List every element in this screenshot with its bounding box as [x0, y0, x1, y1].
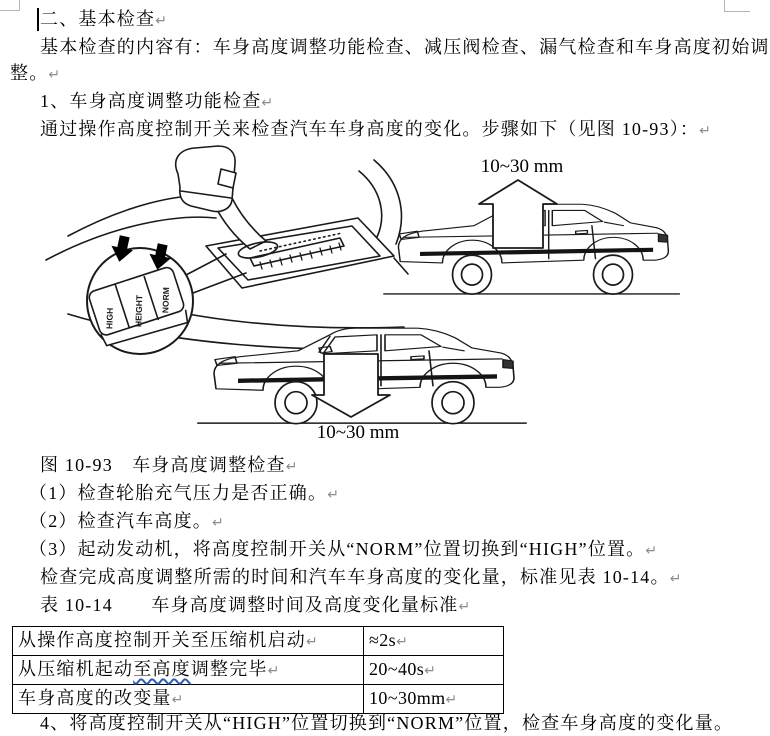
switch-label-norm: NORM [160, 286, 172, 314]
down-arrow [312, 354, 390, 417]
paragraph-text: 整。 [10, 63, 49, 83]
list-item-2[interactable] [10, 508, 740, 536]
paragraph-text: 基本检查的内容有：车身高度调整功能检查、减压阀检查、漏气检查和车身高度初始调 [40, 37, 770, 57]
list-item-text: （1）检查轮胎充气压力是否正确。 [29, 483, 328, 503]
paragraph-mark: ↵ [155, 13, 167, 29]
list-item-text: （2）检查汽车高度。 [29, 511, 212, 531]
heading-text: 二、基本检查 [40, 9, 156, 29]
table-cell-value[interactable] [364, 656, 504, 685]
figure-10-93[interactable] [10, 146, 740, 452]
list-item-3[interactable] [10, 536, 740, 564]
shifter-button [218, 169, 236, 188]
paragraph-mark: ↵ [699, 123, 711, 139]
switch-label-high: HIGH [104, 307, 115, 330]
paragraph-standard[interactable] [10, 564, 740, 592]
cell-text: 调整完毕 [190, 659, 268, 679]
caption-text: 表 10-14 车身高度调整时间及高度变化量标准 [40, 595, 459, 615]
paragraph-text: 检查完成高度调整所需的时间和汽车车身高度的变化量，标准见表 10-14。 [40, 567, 670, 587]
cell-mark: ↵ [267, 663, 280, 679]
cell-mark: ↵ [306, 634, 318, 650]
lower-amount-label: 10~30 mm [316, 422, 400, 443]
heading-subsection[interactable] [10, 88, 740, 116]
text-boundary-mark [724, 11, 750, 12]
cell-mark: ↵ [445, 692, 458, 708]
heading-text: 1、车身高度调整功能检查 [40, 91, 262, 111]
clipped-paragraph[interactable] [10, 710, 740, 733]
table-row [13, 627, 504, 656]
cell-mark: ↵ [396, 634, 408, 650]
cell-text: 车身高度的改变量 [18, 688, 172, 708]
text-boundary-mark [0, 10, 20, 11]
paragraph-mark: ↵ [48, 67, 61, 83]
figure-illustration [10, 146, 740, 452]
magnifier-leader-line [186, 254, 226, 275]
paragraph-mark: ↵ [458, 599, 471, 615]
paragraph-lead[interactable] [10, 116, 740, 144]
paragraph-mark: ↵ [645, 543, 658, 559]
cell-text: 从压缩机起动 [18, 659, 134, 679]
shifter-console-art [46, 146, 408, 354]
list-item-1[interactable] [10, 480, 740, 508]
table-10-14[interactable] [12, 626, 504, 714]
cell-text-grammar-flagged: 至高度 [133, 659, 191, 679]
text-cursor [37, 8, 39, 31]
paragraph-mark: ↵ [261, 95, 274, 111]
cell-text: 20~40s [369, 659, 425, 679]
table-cell-label[interactable] [13, 656, 364, 685]
figure-caption[interactable] [10, 452, 740, 480]
clipped-paragraph-text: 4、将高度控制开关从“HIGH”位置切换到“NORM”位置，检查车身高度的变化量。 [40, 713, 734, 733]
caption-text: 图 10-93 车身高度调整检查 [40, 455, 286, 475]
paragraph-mark: ↵ [327, 487, 339, 503]
paragraph-text: 通过操作高度控制开关来检查汽车车身高度的变化。步骤如下（见图 10-93）： [40, 119, 700, 139]
raise-amount-label: 10~30 mm [480, 156, 564, 177]
heading-section[interactable] [10, 6, 740, 34]
paragraph-intro-wrap[interactable] [10, 60, 740, 88]
table-cell-value[interactable] [364, 627, 504, 656]
cell-mark: ↵ [424, 663, 436, 679]
paragraph-mark: ↵ [212, 515, 224, 531]
list-item-text: （3）起动发动机，将高度控制开关从“NORM”位置切换到“HIGH”位置。 [29, 539, 646, 559]
table-caption[interactable] [10, 592, 740, 620]
paragraph-mark: ↵ [285, 459, 298, 475]
table-cell-label[interactable] [13, 627, 364, 656]
cell-text: 从操作高度控制开关至压缩机启动 [18, 630, 306, 650]
switch-label-height: HEIGHT [133, 294, 145, 328]
paragraph-intro[interactable] [10, 34, 770, 60]
cell-mark: ↵ [171, 692, 184, 708]
paragraph-mark: ↵ [669, 571, 682, 587]
car-raised-art [384, 156, 679, 294]
cell-text: 10~30mm [369, 688, 446, 708]
table-row [13, 656, 504, 685]
cell-text: ≈2s [369, 630, 397, 650]
